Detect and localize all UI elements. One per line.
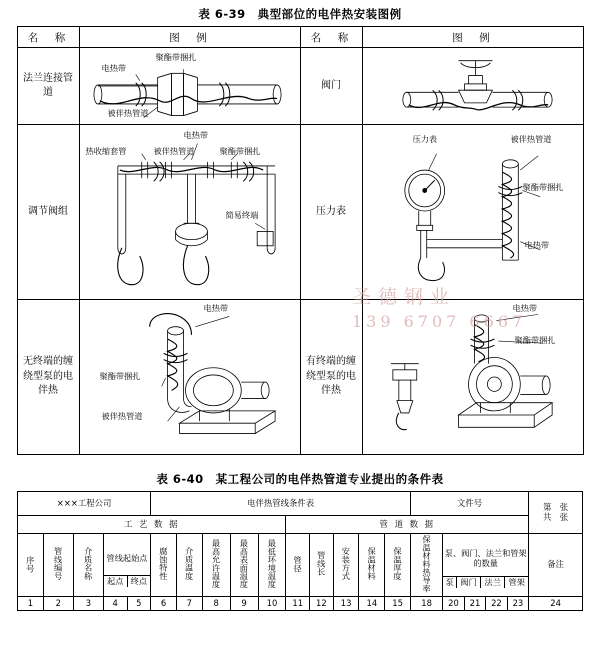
- table-640: [17, 491, 583, 611]
- col-max-allow-temp: 最高允许温度: [202, 534, 230, 597]
- col-header-name-left: 名 称: [17, 27, 79, 48]
- col-start: 起点: [104, 575, 127, 587]
- row3-figure-left: [79, 300, 300, 455]
- col-line-no: 管线编号: [43, 534, 73, 597]
- group-pipe-data: 管 道 数 据: [286, 516, 529, 534]
- row2-figure-left: [79, 125, 300, 300]
- num-cell: 5: [127, 597, 151, 611]
- pump-drawing-right: [363, 300, 583, 454]
- col-flange: 法兰: [481, 576, 505, 588]
- col-medium-temp: 介质温度: [176, 534, 202, 597]
- col-valve: 阀门: [457, 576, 481, 588]
- col-equipment-count-group: [443, 534, 529, 597]
- cell-pages: [529, 492, 583, 534]
- num-cell: 15: [385, 597, 411, 611]
- label-traced-pipe: 被伴热管道: [153, 146, 195, 156]
- num-cell: 23: [507, 597, 529, 611]
- row1-figure-left: [79, 48, 300, 125]
- table-row: [17, 300, 583, 455]
- col-pipe-length: 管线长: [310, 534, 334, 597]
- table-640-header-row-1: [18, 492, 583, 516]
- num-cell: 24: [529, 597, 583, 611]
- col-seq: 序号: [18, 534, 44, 597]
- table-640-header-row-3: [18, 534, 583, 597]
- col-min-ambient-temp: 最低环境温度: [258, 534, 286, 597]
- num-cell: 21: [464, 597, 485, 611]
- cell-doc-no: 文件号: [411, 492, 529, 516]
- col-header-figure-right: 图 例: [362, 27, 583, 48]
- row1-name-right: 阀门: [300, 48, 362, 125]
- num-cell: 14: [359, 597, 385, 611]
- col-start-end-title: 管线起始点: [104, 543, 150, 576]
- num-cell: 2: [43, 597, 73, 611]
- num-cell: 10: [258, 597, 286, 611]
- label-heat-cable: 电热带: [183, 130, 209, 140]
- col-header-figure-left: 图 例: [79, 27, 300, 48]
- col-equipment-count-title: 泵、阀门、法兰和管架的数量: [443, 542, 528, 577]
- label-tape-strap: 聚酯带捆扎: [99, 371, 141, 381]
- row2-name-right: 压力表: [300, 125, 362, 300]
- col-support: 管架: [508, 576, 525, 587]
- label-heat-cable: 电热带: [512, 303, 538, 313]
- label-heat-cable: 电热带: [524, 240, 550, 250]
- col-max-surface-temp: 最高表面温度: [230, 534, 258, 597]
- col-remark: 备注: [529, 534, 583, 597]
- figure-valve: [363, 48, 583, 124]
- label-tape-strap: 聚酯带捆扎: [514, 335, 556, 345]
- col-header-name-right: 名 称: [300, 27, 362, 48]
- figure-pressure-gauge: [363, 125, 583, 299]
- col-pipe-dia: 管径: [286, 534, 310, 597]
- table-640-number-row: [18, 597, 583, 611]
- cell-doc-name: 电伴热管线条件表: [151, 492, 411, 516]
- row1-name-left: 法兰连接管道: [17, 48, 79, 125]
- group-process-data: 工 艺 数 据: [18, 516, 286, 534]
- col-medium-name: 介质名称: [73, 534, 103, 597]
- num-cell: 4: [103, 597, 127, 611]
- label-tape-strap: 聚酯带捆扎: [219, 146, 261, 156]
- num-cell: 13: [333, 597, 359, 611]
- label-pressure-gauge: 压力表: [412, 134, 438, 144]
- num-cell: 12: [310, 597, 334, 611]
- num-cell: 11: [286, 597, 310, 611]
- watermark-line1: 圣德钢业: [352, 286, 457, 308]
- num-cell: 22: [486, 597, 507, 611]
- pages-line2: 共 张: [543, 511, 569, 522]
- num-cell: 18: [411, 597, 443, 611]
- col-insulation-conductivity: 保温材料热导率: [411, 534, 443, 597]
- row3-name-left: 无终端的缠绕型泵的电伴热: [17, 300, 79, 455]
- pressure-gauge-drawing: [363, 125, 583, 299]
- watermark-line2: 139 6707 6667: [352, 312, 527, 331]
- table-640-title: 表 6-40 某工程公司的电伴热管道专业提出的条件表: [156, 472, 444, 486]
- label-heat-cable: 电热带: [203, 303, 229, 313]
- label-traced-pipe: 被伴热管道: [510, 134, 552, 144]
- label-traced-pipe: 被伴热管道: [101, 411, 143, 421]
- label-heat-shrink-tube: 热收缩套管: [85, 146, 127, 156]
- label-tape-strap: 聚酯带捆扎: [522, 182, 564, 192]
- cell-company: ×××工程公司: [18, 492, 151, 516]
- table-640-block: [0, 465, 600, 611]
- row3-name-right: 有终端的缠绕型泵的电伴热: [300, 300, 362, 455]
- valve-drawing: [363, 48, 583, 124]
- figure-flange-pipe: [80, 48, 300, 124]
- label-simple-termination: 简易终端: [225, 210, 259, 220]
- row3-figure-right: [362, 300, 583, 455]
- num-cell: 20: [443, 597, 464, 611]
- num-cell: 8: [202, 597, 230, 611]
- col-corrosion: 腐蚀特性: [151, 534, 177, 597]
- col-pump: 泵: [443, 576, 456, 588]
- table-639-title: 表 6-39 典型部位的电伴热安装图例: [198, 7, 402, 21]
- num-cell: 1: [18, 597, 44, 611]
- col-insulation-material: 保温材料: [359, 534, 385, 597]
- table-row: [17, 125, 583, 300]
- col-start-end-group: [103, 534, 150, 597]
- figure-pump-with-termination: [363, 300, 583, 454]
- table-row: [17, 48, 583, 125]
- col-insulation-thickness: 保温厚度: [385, 534, 411, 597]
- label-tape-strap: 聚酯带捆扎: [155, 52, 197, 62]
- num-cell: 9: [230, 597, 258, 611]
- figure-pump-no-termination: [80, 300, 300, 454]
- pages-line1: 第 张: [543, 501, 569, 512]
- num-cell: 6: [151, 597, 177, 611]
- num-cell: 7: [176, 597, 202, 611]
- num-cell: 3: [73, 597, 103, 611]
- label-traced-pipe: 被伴热管道: [107, 108, 149, 118]
- table-639-header-row: [17, 27, 583, 48]
- col-end: 终点: [130, 575, 148, 586]
- col-install-method: 安装方式: [333, 534, 359, 597]
- table-639: [17, 26, 584, 455]
- figure-control-valve-group: [80, 125, 300, 299]
- row2-figure-right: [362, 125, 583, 300]
- row2-name-left: 调节阀组: [17, 125, 79, 300]
- label-heat-cable: 电热带: [101, 63, 127, 73]
- row1-figure-right: [362, 48, 583, 125]
- table-640-header-row-2: [18, 516, 583, 534]
